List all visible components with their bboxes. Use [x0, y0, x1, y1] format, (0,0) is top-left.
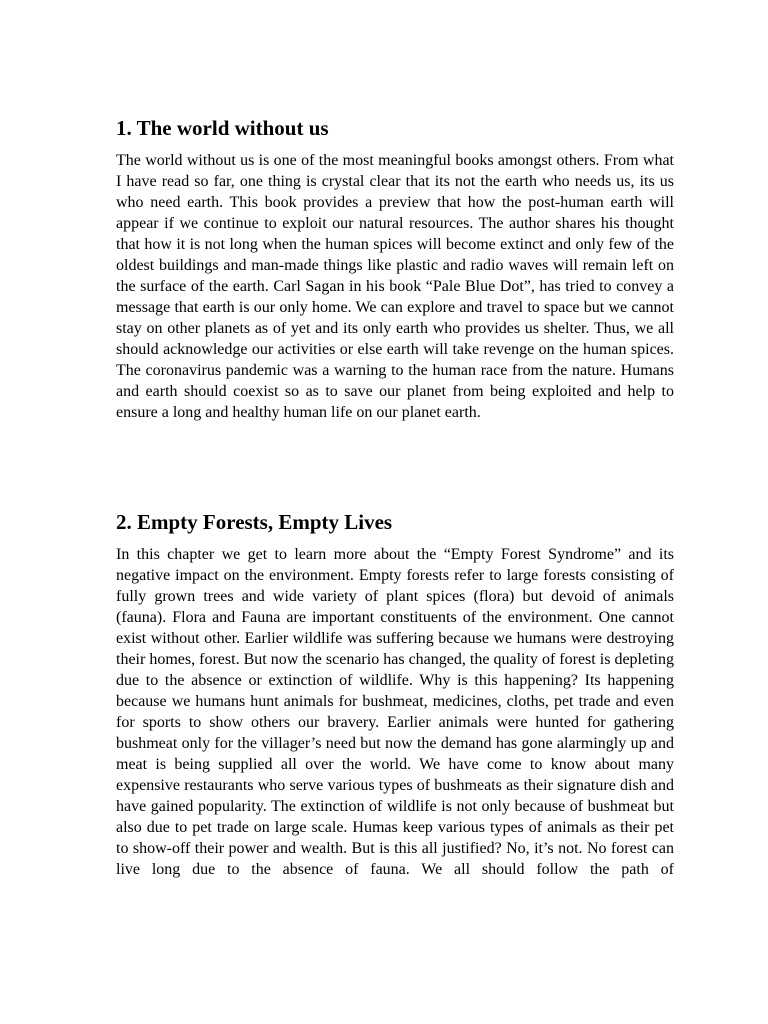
section-heading: 1. The world without us	[116, 116, 329, 140]
section-heading: 2. Empty Forests, Empty Lives	[116, 510, 393, 534]
section-body: The world without us is one of the most meaningful books amongst others. From what I have read so far, one thing is crystal clear that its not the earth who needs us, its us who need earth. This book provides a preview that how the post-human earth will appear if we continue to exploit our natural resources. The author shares his thought that how it is not long when the human spices will become extinct and only few of the oldest buildings and man-made things like plastic and radio waves will remain left on the surface of the earth. Carl Sagan in his book “Pale Blue Dot”, has tried to convey a message that earth is our only home. We can explore and travel to space but we cannot stay on other planets as of yet and its only earth who provides us shelter. Thus, we all should acknowledge our activities or else earth will take revenge on the human spices. The coronavirus pandemic was a warning to the human race from the nature. Humans and earth should coexist so as to save our planet from being exploited and help to ensure a long and healthy human life on our planet earth.	[116, 152, 674, 421]
section-empty-forests	[116, 508, 674, 880]
section-body: In this chapter we get to learn more about the “Empty Forest Syndrome” and its negative impact on the environment. Empty forests refer to large forests consisting of fully grown trees and wide variety of plant spices (flora) but devoid of animals (fauna). Flora and Fauna are important constituents of the environment. One cannot exist without other. Earlier wildlife was suffering because we humans were destroying their homes, forest. But now the scenario has changed, the quality of forest is depleting due to the absence or extinction of wildlife. Why is this happening? Its happening because we humans hunt animals for bushmeat, medicines, cloths, pet trade and even for sports to show others our bravery. Earlier animals were hunted for gathering bushmeat only for the villager’s need but now the demand has gone alarmingly up and meat is being supplied all over the world. We have come to know about many expensive restaurants who serve various types of bushmeats as their signature dish and have gained popularity. The extinction of wildlife is not only because of bushmeat but also due to pet trade on large scale. Humas keep various types of animals as their pet to show-off their power and wealth. But is this all justified? No, it’s not. No forest can live long due to the absence of fauna. We all should follow the path of	[116, 546, 674, 878]
section-world-without-us	[116, 114, 674, 423]
